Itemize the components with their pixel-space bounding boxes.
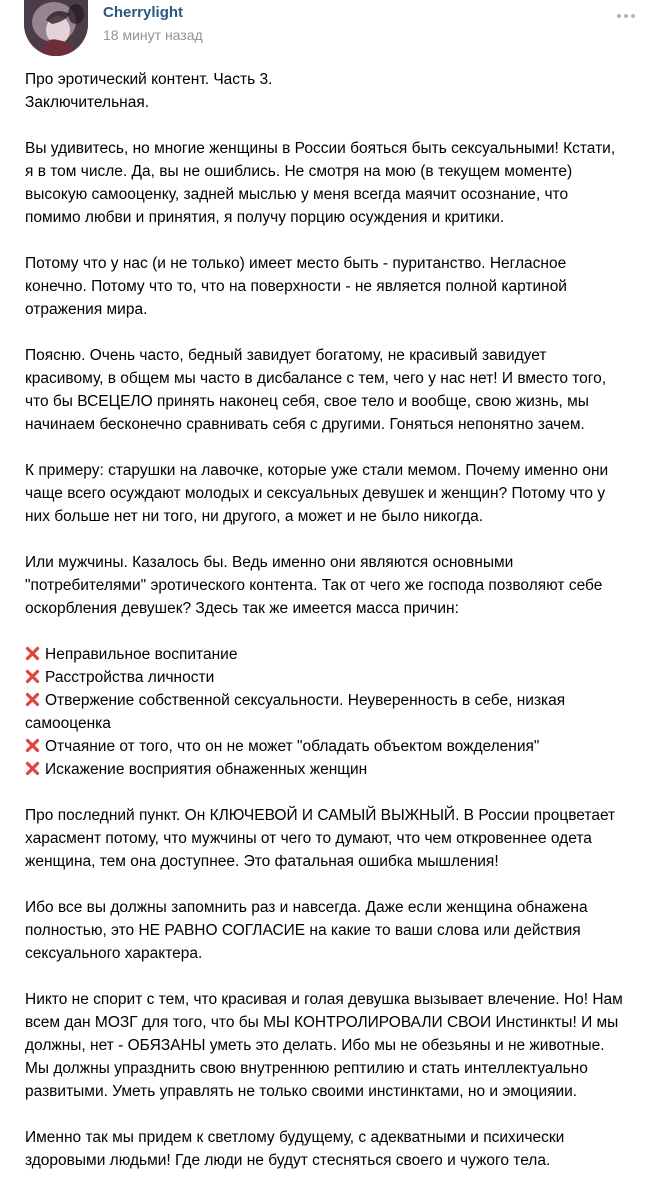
paragraph-line: Потому что у нас (и не только) имеет место быть - пуританство. Негласное [25, 255, 567, 272]
paragraph-line: должны, нет - ОБЯЗАНЫ уметь это делать. Ибо мы не обезьяны и не животные. [25, 1037, 605, 1054]
paragraph-line: оскорбления девушек? Здесь так же имеется масса причин: [25, 600, 459, 617]
post-paragraph [25, 68, 637, 114]
reasons-list-item [25, 643, 637, 666]
post-paragraph [25, 137, 637, 229]
paragraph-line: полностью, это НЕ РАВНО СОГЛАСИЕ на какие то ваши слова или действия [25, 922, 581, 939]
paragraph-line: Никто не спорит с тем, что красивая и голая девушка вызывает влечение. Но! Нам [25, 991, 623, 1008]
paragraph-line: высокую самооценку, задней мыслью у меня всегда маячит осознание, что [25, 186, 569, 203]
reasons-list-item-text: Отвержение собственной сексуальности. Неуверенность в себе, низкая [45, 692, 566, 709]
paragraph-line: помимо любви и принятия, я получу порцию осуждения и критики. [25, 209, 505, 226]
reasons-list-item-text: Расстройства личности [45, 669, 215, 686]
more-horizontal-icon[interactable] [616, 8, 636, 24]
reasons-list-item-text: Отчаяние от того, что он не может "обладать объектом вожделения" [45, 738, 540, 755]
post-text [25, 68, 637, 1195]
avatar-image [24, 0, 88, 56]
paragraph-line: Про эротический контент. Часть 3. [25, 71, 273, 88]
paragraph-line: развитыми. Уметь управлять не только своими инстинктами, но и эмоцияии. [25, 1083, 578, 1100]
paragraph-line: Или мужчины. Казалось бы. Ведь именно они являются основными [25, 554, 514, 571]
reasons-list-item [25, 689, 637, 712]
post-paragraph [25, 988, 637, 1103]
reasons-list-item-text: самооценка [25, 715, 111, 732]
paragraph-line: Мы должны упразднить свою внутреннюю рептилию и стать интеллектуально [25, 1060, 588, 1077]
paragraph-line: женщина, тем она доступнее. Это фатальная ошибка мышления! [25, 853, 499, 870]
paragraph-line: Ибо все вы должны запомнить раз и навсегда. Даже если женщина обнажена [25, 899, 588, 916]
cross-mark-icon [25, 737, 40, 752]
paragraph-line: Про последний пункт. Он КЛЮЧЕВОЙ И САМЫЙ ВЫЖНЫЙ. В России процветает [25, 807, 616, 824]
post-paragraph [25, 551, 637, 620]
post-paragraph [25, 804, 637, 873]
post-paragraph [25, 344, 637, 436]
paragraph-line: отражения мира. [25, 301, 148, 318]
reasons-list-item [25, 735, 637, 758]
paragraph-line: всем дан МОЗГ для того, что бы МЫ КОНТРОЛИРОВАЛИ СВОИ Инстинкты! И мы [25, 1014, 619, 1031]
post-paragraph [25, 459, 637, 528]
paragraph-line: чаще всего осуждают молодых и сексуальных девушек и женщин? Потому что у [25, 485, 606, 502]
paragraph-line: конечно. Потому что то, что на поверхности - не является полной картиной [25, 278, 567, 295]
paragraph-line: них больше нет ни того, ни другого, а может и не было никогда. [25, 508, 484, 525]
paragraph-line: начинаем бесконечно сравнивать себя с другими. Гоняться непонятно зачем. [25, 416, 585, 433]
paragraph-line: сексуального характера. [25, 945, 203, 962]
author-avatar[interactable] [24, 0, 88, 56]
paragraph-line: "потребителями" эротического контента. Так от чего же господа позволяют себе [25, 577, 603, 594]
post-paragraph [25, 896, 637, 965]
reasons-list-item-text: Искажение восприятия обнаженных женщин [45, 761, 368, 778]
post-timestamp[interactable]: 18 минут назад [103, 27, 203, 43]
paragraph-line: здоровыми людьми! Где люди не будут стесняться своего и чужого тела. [25, 1152, 551, 1169]
reasons-list-item-text: Неправильное воспитание [45, 646, 238, 663]
reasons-list-item [25, 758, 637, 781]
cross-mark-icon [25, 691, 40, 706]
paragraph-line: Заключительная. [25, 94, 150, 111]
author-name[interactable]: Cherrylight [103, 4, 184, 21]
paragraph-line: красивому, в общем мы часто в дисбалансе с тем, чего у нас нет! И вместо того, [25, 370, 607, 387]
cross-mark-icon [25, 760, 40, 775]
post-paragraph [25, 252, 637, 321]
paragraph-line: Вы удивитесь, но многие женщины в России бояться быть сексуальными! Кстати, [25, 140, 616, 157]
reasons-list [25, 643, 637, 781]
paragraph-line: Именно так мы придем к светлому будущему, с адекватными и психически [25, 1129, 565, 1146]
paragraph-line: что бы ВСЕЦЕЛО принять наконец себя, свое тело и вообще, свою жизнь, мы [25, 393, 589, 410]
paragraph-line: харасмент потому, что мужчины от чего то думают, что чем откровеннее одета [25, 830, 592, 847]
post-paragraph [25, 1126, 637, 1172]
paragraph-line: Поясню. Очень часто, бедный завидует богатому, не красивый завидует [25, 347, 547, 364]
reasons-list-item [25, 712, 637, 735]
cross-mark-icon [25, 645, 40, 660]
post-header [0, 0, 658, 60]
cross-mark-icon [25, 668, 40, 683]
paragraph-line: К примеру: старушки на лавочке, которые уже стали мемом. Почему именно они [25, 462, 609, 479]
paragraph-line: я в том числе. Да, вы не ошиблись. Не смотря на мою (в текущем моменте) [25, 163, 573, 180]
reasons-list-item [25, 666, 637, 689]
